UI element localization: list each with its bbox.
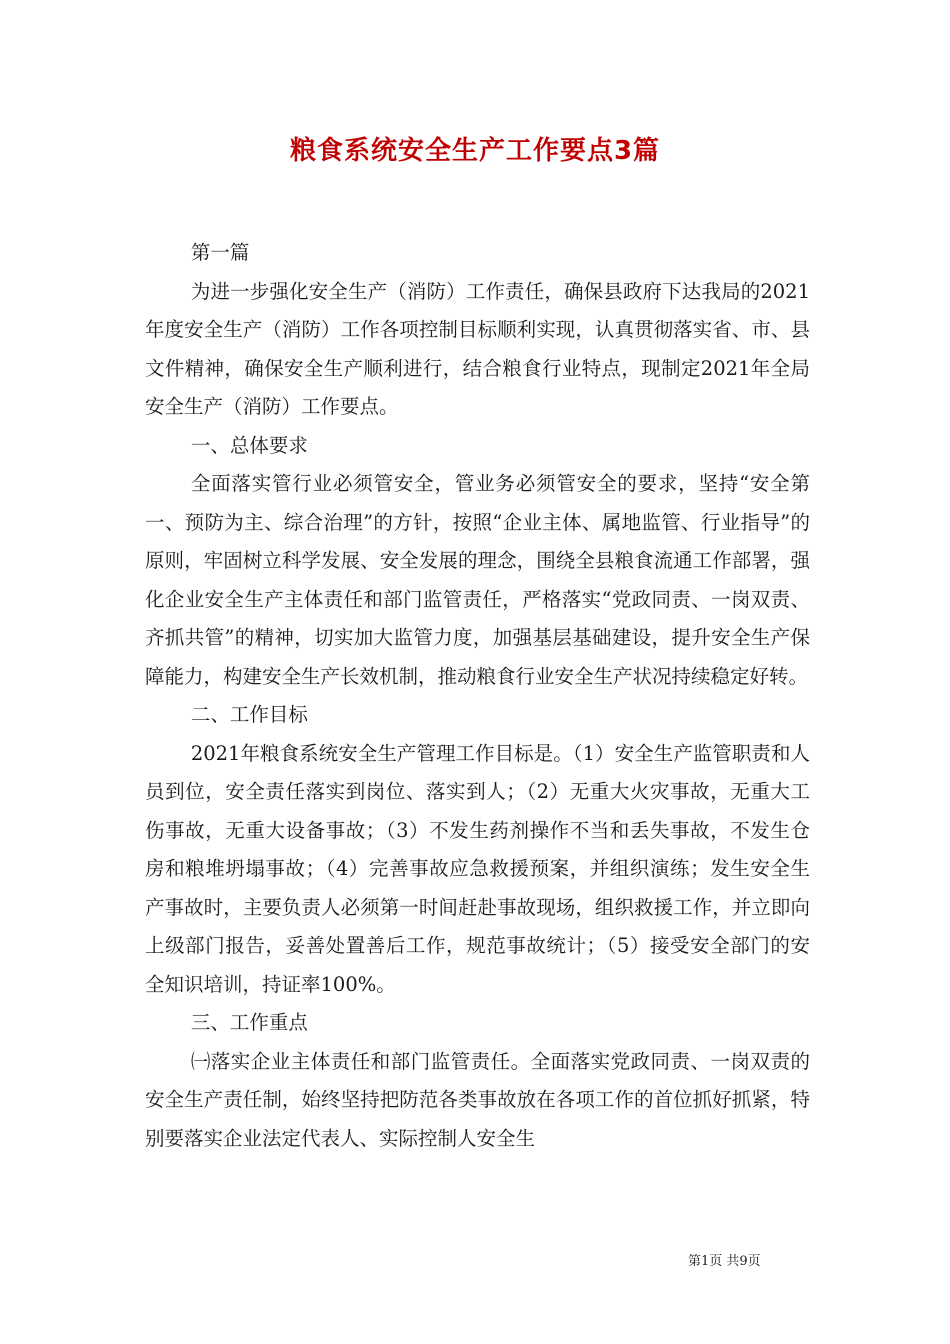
section-heading: 二、工作目标 — [190, 703, 308, 726]
page-number: 第1页 共9页 — [688, 1254, 761, 1269]
document-title: 粮食系统安全生产工作要点3篇 — [289, 136, 661, 166]
paragraph: 为进一步强化安全生产（消防）工作责任，确保县政府下达我局的2021年度安全生产（消防）工作各项控制目标顺利实现，认真贯彻落实省、市、县文件精神，确保安全生产顺利进行，结合粮食行业特点，现制定2021年全局安全生产（消防）工作要点。 — [145, 279, 810, 418]
paragraph: 全面落实管行业必须管安全，管业务必须管安全的要求，坚持“安全第一、预防为主、综合治理”的方针，按照“企业主体、属地监管、行业指导”的原则，牢固树立科学发展、安全发展的理念，围绕全县粮食流通工作部署，强化企业安全生产主体责任和部门监管责任，严格落实“党政同责、一岗双责、齐抓共管”的精神，切实加大监管力度，加强基层基础建设，提升安全生产保障能力，构建安全生产长效机制，推动粮食行业安全生产状况持续稳定好转。 — [145, 472, 810, 688]
document-body — [145, 234, 810, 1158]
paragraph: ㈠落实企业主体责任和部门监管责任。全面落实党政同责、一岗双责的安全生产责任制，始终坚持把防范各类事故放在各项工作的首位抓好抓紧，特别要落实企业法定代表人、实际控制人安全生 — [145, 1049, 810, 1150]
section-heading: 一、总体要求 — [190, 433, 308, 457]
paragraph: 2021年粮食系统安全生产管理工作目标是。（1）安全生产监管职责和人员到位，安全责任落实到岗位、落实到人；（2）无重大火灾事故，无重大工伤事故，无重大设备事故；（3）不发生药剂操作不当和丢失事故，不发生仓房和粮堆坍塌事故；（4）完善事故应急救援预案，并组织演练；发生安全生产事故时，主要负责人必须第一时间赶赴事故现场，组织救援工作，并立即向上级部门报告，妥善处置善后工作，规范事故统计；（5）接受安全部门的安全知识培训，持证率100%。 — [145, 741, 810, 996]
section-label: 第一篇 — [190, 241, 250, 264]
section-heading: 三、工作重点 — [190, 1011, 308, 1034]
